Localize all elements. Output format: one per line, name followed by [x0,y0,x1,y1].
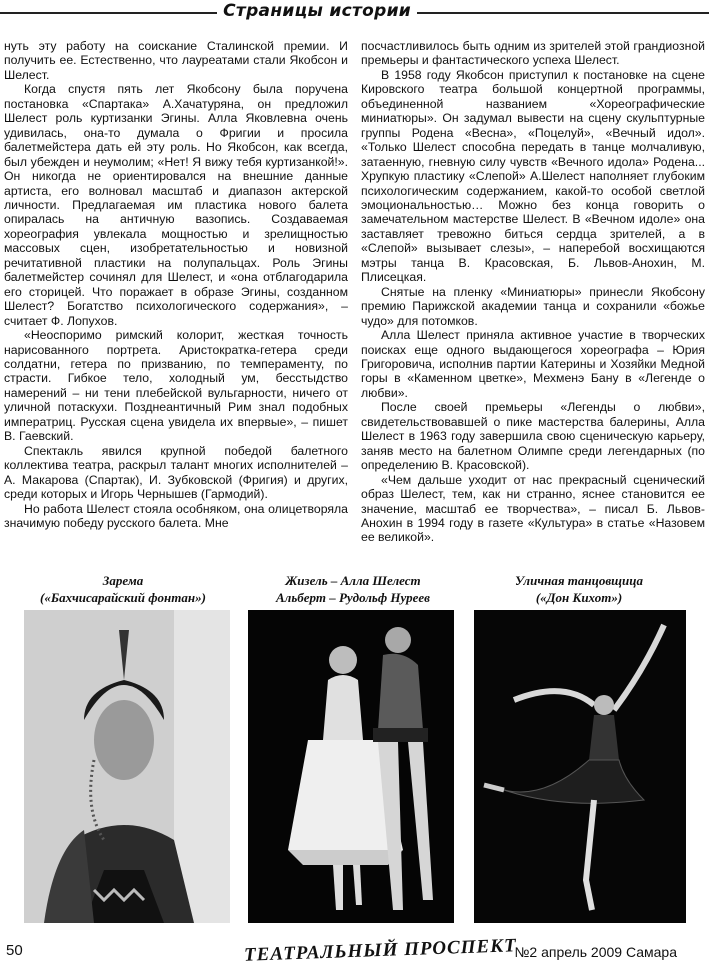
right-paragraph-3: Снятые на пленку «Миниатюры» принесли Якобсону премию Парижской академии танца и сохранили «божье чудо» для потомков. [361,284,705,328]
right-paragraph-4: Алла Шелест приняла активное участие в творческих поисках еще одного выдающегося хореографа – Юрия Григоровича, исполнив партии Катерины и Хозяйки Медной горы в «Каменном цветке», Мехменэ Бану в «Легенде о любви». [361,328,705,400]
magazine-title: ТЕАТРАЛЬНЫЙ ПРОСПЕКТ [243,935,517,966]
caption-line: Альберт – Рудольф Нуреев [275,590,430,605]
left-text-column [4,39,348,549]
right-paragraph-5: После своей премьеры «Легенды о любви», свидетельствовавшей о пике мастерства балерины, Алла Шелест в 1963 году завершила свою сценическую карьеру, заняв место на балетном Олимпе среди легендарных (по определению В. Красовской). [361,400,705,473]
caption-line: («Дон Кихот») [535,590,623,605]
left-paragraph-3: «Неоспоримо римский колорит, жесткая точность нарисованного портрета. Аристократка-гетера среди солдатни, гетера по призванию, по темпераменту, по страсти. Гибкое тело, холодный ум, бесстыдство намерений – ни тени плебейской вульгарности, ничего от уличной потаскухи. Позднеантичный Рим знал подобных императриц. Русская сцена увидела их впервые», – пишет В. Гаевский. [4,328,348,444]
left-paragraph-5: Но работа Шелест стояла особняком, она олицетворяла значимую победу русского балета. Мне [4,501,348,530]
caption-line: Жизель – Алла Шелест [285,573,421,588]
caption-line: Зарема [102,573,144,588]
left-paragraph-1: нуть эту работу на соискание Сталинской премии. И получить ее. Естественно, что лауреатами стали Якобсон и Шелест. [4,39,348,82]
right-paragraph-2: В 1958 году Якобсон приступил к постановке на сцене Кировского театра большой концертной программы, объединенной названием «Хореографические миниатюры». Он задумал вывести на сцену скульптурные группы Родена «Весна», «Поцелуй», «Вечный идол». «Только Шелест способна передать в танце молчаливую, затаенную, гневную силу чувств «Вечного идола» Родена... Хрупкую пластику «Слепой» А.Шелест наполняет глубоким психологическим содержанием, какой-то особой светлой эмоциональностью… Можно без конца говорить о замечательном мастерстве Шелест. В «Вечном идоле» она заставляет тревожно биться сердца зрителей, а в «Слепой» вызывает слезы», – наперебой восхищаются мэтры танца В. Красовская, Б. Львов-Анохин, М. Плисецкая. [361,67,705,285]
caption-line: Уличная танцовщица [515,573,643,588]
photo-street-dancer [474,610,686,923]
right-paragraph-1: посчастливилось быть одним из зрителей этой грандиозной премьеры и фантастического успеха Шелест. [361,39,705,68]
caption-line: («Бахчисарайский фонтан») [40,590,206,605]
photo-caption-giselle [248,572,458,606]
page-header [0,0,709,22]
page-footer [0,935,709,970]
issue-info: №2 апрель 2009 Самара [514,944,677,960]
photo-caption-zarema [18,572,228,606]
right-text-column [361,39,705,549]
page-number: 50 [6,942,23,959]
photo-caption-street-dancer [474,572,684,606]
photo-giselle [248,610,454,923]
photo-zarema [24,610,230,923]
left-paragraph-2: Когда спустя пять лет Якобсону была поручена постановка «Спартака» А.Хачатуряна, он предложил Шелест роль куртизанки Эгины. Алла Яковлевна очень удивилась, она-то думала о Фригии и просила балетмейстера дать ей эту роль. Но Якобсон, как всегда, был убежден и неумолим; «Нет! Я вижу тебя куртизанкой!». Он никогда не ориентировался на внешние данные артиста, его волновал масштаб и диапазон актерской личности. Предлагаемая им пластика нового балета опиралась на античную вазопись. Создаваемая хореография увлекала мощностью и зрелищностью массовых сцен, изобретательностью и новизной речитативной пластики на полупальцах. Роль Эгины балетмейстер сочинял для Шелест, и «она отблагодарила его сторицей. Что поражает в образе Эгины, созданном Шелест? Богатство психологического содержания», – считает Ф. Лопухов. [4,82,348,328]
left-paragraph-4: Спектакль явился крупной победой балетного коллектива театра, раскрыл талант многих исполнителей – А. Макарова (Спартак), И. Зубковской (Фригия) и других, среди которых и Игорь Чернышев (Гармодий). [4,443,348,502]
section-title: Страницы истории [217,1,417,21]
right-paragraph-6: «Чем дальше уходит от нас прекрасный сценический образ Шелест, тем, как ни странно, яснее становится ее значение, масштаб ее творчества», – писал Б. Львов-Анохин в 1994 году в газете «Культура» в статье «Назовем ее великой». [361,472,705,545]
